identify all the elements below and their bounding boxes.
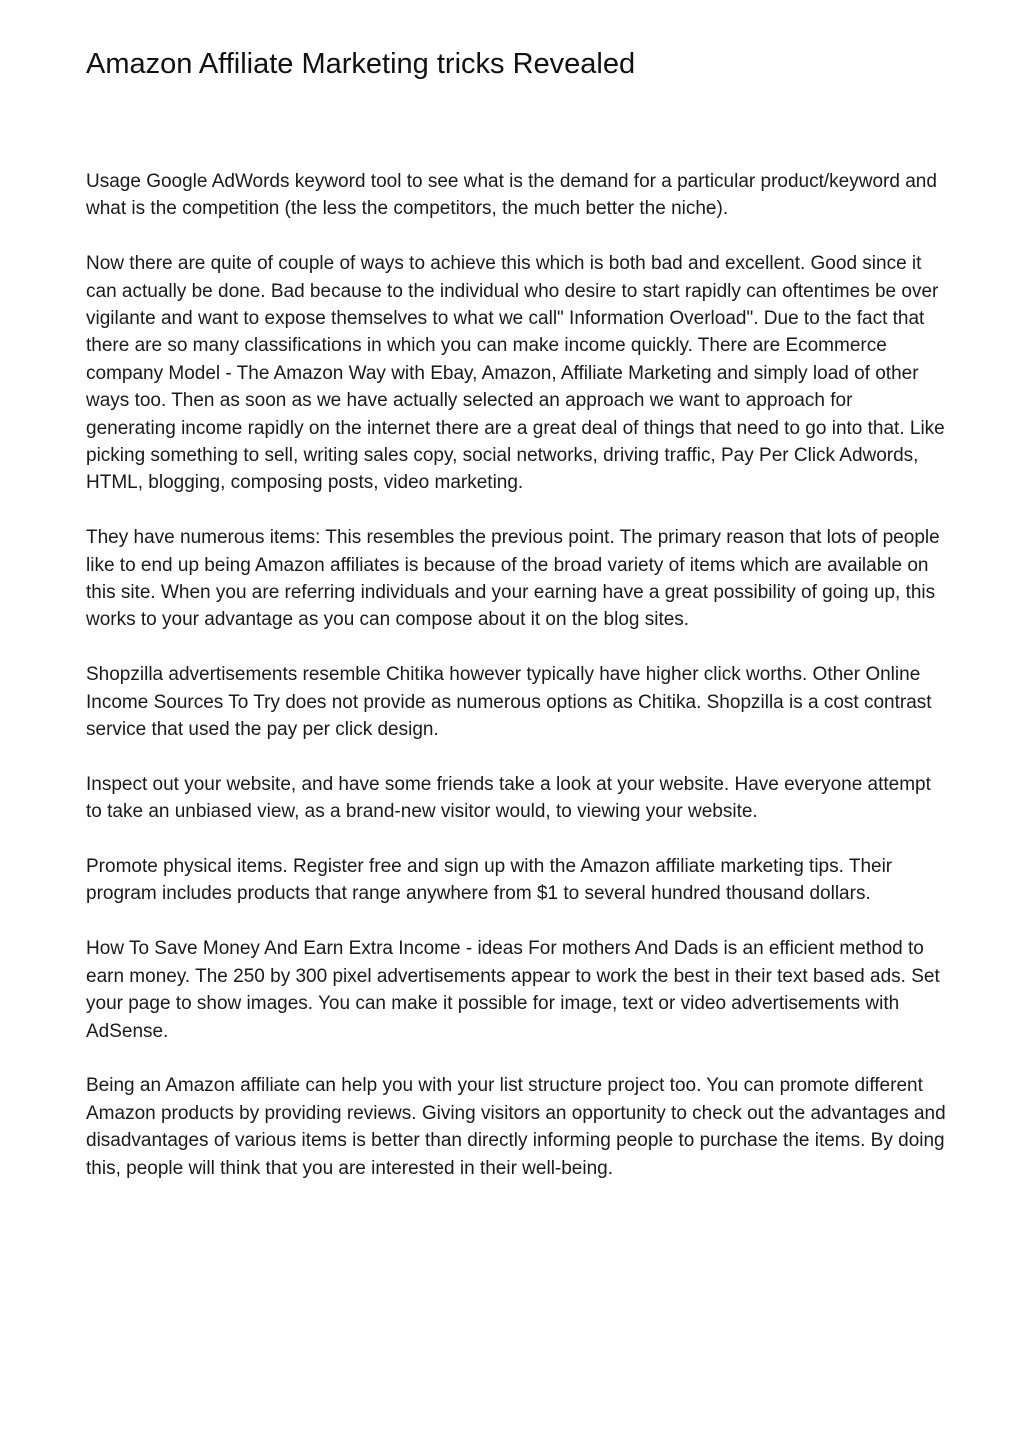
paragraph: Shopzilla advertisements resemble Chitika however typically have higher click worths. Other Online Income Sources To Try does not provide as numerous options as Chitika. Shopzilla is a cost contrast service that used the pay per click design. [86, 664, 932, 741]
document-title: Amazon Affiliate Marketing tricks Revealed [86, 48, 636, 80]
document-page [86, 44, 946, 1209]
paragraph: Being an Amazon affiliate can help you with your list structure project too. You can promote different Amazon products by providing reviews. Giving visitors an opportunity to check out the advantages and disadvantages of various items is better than directly informing people to purchase the items. By doing this, people will think that you are interested in their well-being. [86, 1075, 946, 1179]
paragraph: Inspect out your website, and have some friends take a look at your website. Have everyone attempt to take an unbiased view, as a brand-new visitor would, to viewing your website. [86, 773, 931, 823]
document-body [86, 168, 946, 1182]
paragraph: Now there are quite of couple of ways to achieve this which is both bad and excellent. Good since it can actually be done. Bad because to the individual who desire to start rapidly can oftentimes be over vigilante and want to expose themselves to what we call" Information Overload". Due to the fact that there are so many classifications in which you can make income quickly. There are Ecommerce company Model - The Amazon Way with Ebay, Amazon, Affiliate Marketing and simply load of other ways too. Then as soon as we have actually selected an approach we want to approach for generating income rapidly on the internet there are a great deal of things that need to go into that. Like picking something to sell, writing sales copy, social networks, driving traffic, Pay Per Click Adwords, HTML, blogging, composing posts, video marketing. [86, 253, 945, 494]
paragraph: Usage Google AdWords keyword tool to see what is the demand for a particular product/keyword and what is the competition (the less the competitors, the much better the niche). [86, 171, 937, 220]
paragraph: They have numerous items: This resembles the previous point. The primary reason that lots of people like to end up being Amazon affiliates is because of the broad variety of items which are available on this site. When you are referring individuals and your earning have a great possibility of going up, this works to your advantage as you can compose about it on the blog sites. [86, 527, 940, 631]
paragraph: How To Save Money And Earn Extra Income - ideas For mothers And Dads is an efficient method to earn money. The 250 by 300 pixel advertisements appear to work the best in their text based ads. Set your page to show images. You can make it possible for image, text or video advertisements with AdSense. [86, 938, 940, 1042]
paragraph: Promote physical items. Register free and sign up with the Amazon affiliate marketing tips. Their program includes products that range anywhere from $1 to several hundred thousand dollars. [86, 856, 893, 905]
